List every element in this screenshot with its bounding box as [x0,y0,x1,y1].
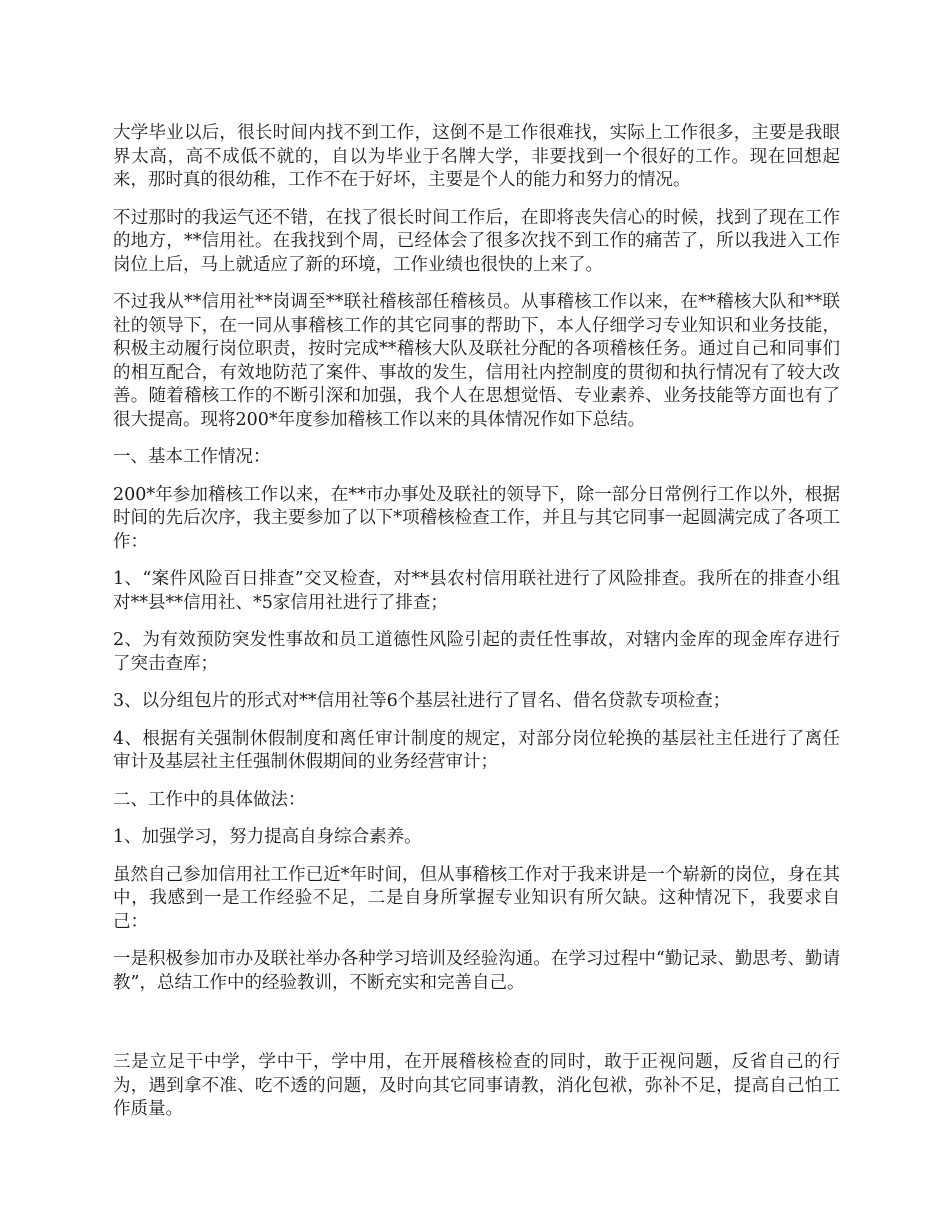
section-heading-methods: 二、工作中的具体做法： [113,789,306,810]
list-item-4: 4、根据有关强制休假制度和离任审计制度的规定，对部分岗位轮换的基层社主任进行了离任审计及基层社主任强制休假期间的业务经营审计； [113,728,840,772]
list-item-2: 2、为有效预防突发性事故和员工道德性风险引起的责任性事故，对辖内金库的现金库存进行了突击查库； [113,630,840,674]
blank-gap [113,1009,840,1051]
section-heading-basic-work: 一、基本工作情况： [113,447,271,467]
subheading-study: 1、加强学习，努力提高自身综合素养。 [113,827,422,847]
document-page [113,122,840,1136]
paragraph-work-overview: 200*年参加稽核工作以来，在**市办事处及联社的领导下，除一部分日常例行工作以外，根据时间的先后次序，我主要参加了以下*项稽核检查工作，并且与其它同事一起圆满完成了各项工作： [113,484,840,552]
paragraph-audit-role: 不过我从**信用社**岗调至**联社稽核部任稽核员。从事稽核工作以来，在**稽核大队和**联社的领导下，在一同从事稽核工作的其它同事的帮助下，本人仔细学习专业知识和业务技能，积极主动履行岗位职责，按时完成**稽核大队及联社分配的各项稽核任务。通过自己和同事们的相互配合，有效地防范了案件、事故的发生，信用社内控制度的贯彻和执行情况有了较大改善。随着稽核工作的不断引深和加强，我个人在思想觉悟、专业素养、业务技能等方面也有了很大提高。现将200*年度参加稽核工作以来的具体情况作如下总结。 [113,292,840,430]
paragraph-self-requirements: 虽然自己参加信用社工作已近*年时间，但从事稽核工作对于我来讲是一个崭新的岗位，身在其中，我感到一是工作经验不足，二是自身所掌握专业知识有所欠缺。这种情况下，我要求自己： [113,864,840,932]
paragraph-point-one: 一是积极参加市办及联社举办各种学习培训及经验沟通。在学习过程中“勤记录、勤思考、勤请教”，总结工作中的经验教训，不断充实和完善自己。 [113,949,840,993]
list-item-1: 1、“案件风险百日排查”交叉检查，对**县农村信用联社进行了风险排查。我所在的排查小组对**县**信用社、*5家信用社进行了排查； [113,569,840,613]
paragraph-job-found: 不过那时的我运气还不错，在找了很长时间工作后，在即将丧失信心的时候，找到了现在工作的地方，**信用社。在我找到个周，已经体会了很多次找不到工作的痛苦了，所以我进入工作岗位上后，马上就适应了新的环境，工作业绩也很快的上来了。 [113,207,840,275]
paragraph-point-three: 三是立足干中学，学中干，学中用，在开展稽核检查的同时，敢于正视问题，反省自己的行为，遇到拿不准、吃不透的问题，及时向其它同事请教，消化包袱，弥补不足，提高自己怕工作质量。 [113,1052,840,1119]
paragraph-intro: 大学毕业以后，很长时间内找不到工作，这倒不是工作很难找，实际上工作很多，主要是我眼界太高，高不成低不就的，自以为毕业于名牌大学，非要找到一个很好的工作。现在回想起来，那时真的很幼稚，工作不在于好坏，主要是个人的能力和努力的情况。 [113,123,840,190]
list-item-3: 3、以分组包片的形式对**信用社等6个基层社进行了冒名、借名贷款专项检查； [113,691,731,711]
